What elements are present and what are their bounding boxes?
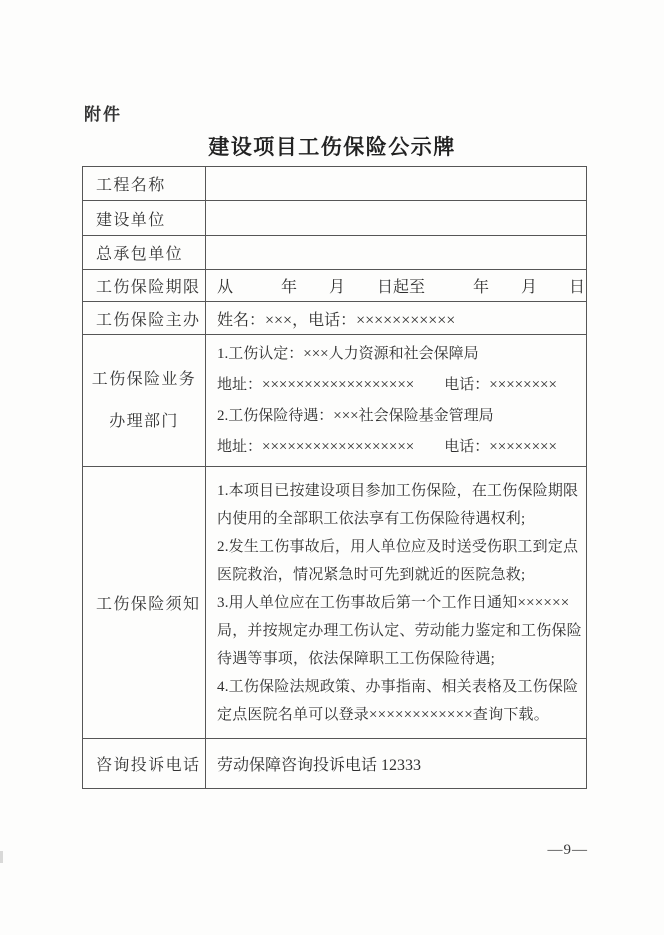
row-value-complaint-hotline: 劳动保障咨询投诉电话 12333: [206, 739, 587, 789]
row-value-project-name: [206, 167, 587, 201]
row-label-project-name: 工程名称: [83, 167, 206, 201]
row-value-insurance-notes: [206, 467, 587, 739]
row-label-complaint-hotline: 咨询投诉电话: [83, 739, 206, 789]
attachment-label: 附件: [84, 105, 122, 124]
row-label-construction-unit: 建设单位: [83, 201, 206, 236]
row-label-handling-departments: [83, 335, 206, 467]
row-label-general-contractor: 总承包单位: [83, 236, 206, 270]
notes-line-1: 1.本项目已按建设项目参加工伤保险，在工伤保险期限: [217, 482, 579, 499]
notes-line-3: 2.发生工伤事故后，用人单位应及时送受伤职工到定点: [217, 538, 579, 555]
insurance-notice-table: [82, 166, 587, 789]
scan-artifact: [0, 851, 3, 863]
notes-line-6: 局，并按规定办理工伤认定、劳动能力鉴定和工伤保险: [217, 622, 582, 639]
dept-line-address1: 地址：×××××××××××××××××× 电话：××××××××: [217, 376, 557, 393]
row-value-insurance-organizer: 姓名：×××，电话：×××××××××××: [206, 302, 587, 335]
table-row-handling-departments: [83, 335, 587, 467]
page-title: 建设项目工伤保险公示牌: [208, 135, 456, 159]
table-row-general-contractor: [83, 236, 587, 270]
table-row-insurance-notes: [83, 467, 587, 739]
table-row-insurance-period: [83, 270, 587, 302]
dept-line-injury-recognition: 1.工伤认定：×××人力资源和社会保障局: [217, 345, 479, 362]
table-row-project-name: [83, 167, 587, 201]
row-value-general-contractor: [206, 236, 587, 270]
row-value-construction-unit: [206, 201, 587, 236]
notes-line-7: 待遇等事项，依法保障职工工伤保险待遇;: [217, 650, 495, 667]
handling-departments-label-line1: 工伤保险业务: [91, 370, 197, 388]
dept-line-insurance-benefits: 2.工伤保险待遇：×××社会保险基金管理局: [217, 407, 494, 424]
dept-line-address2: 地址：×××××××××××××××××× 电话：××××××××: [217, 438, 557, 455]
row-value-handling-departments: [206, 335, 587, 467]
table-row-insurance-organizer: [83, 302, 587, 335]
table-row-complaint-hotline: [83, 739, 587, 789]
row-label-insurance-notes: 工伤保险须知: [83, 467, 206, 739]
row-label-insurance-period: 工伤保险期限: [83, 270, 206, 302]
notes-line-5: 3.用人单位应在工伤事故后第一个工作日通知××××××: [217, 594, 570, 611]
notes-line-4: 医院救治，情况紧急时可先到就近的医院急救;: [217, 566, 526, 583]
table-row-construction-unit: [83, 201, 587, 236]
page-number: —9—: [547, 842, 588, 858]
row-label-insurance-organizer: 工伤保险主办: [83, 302, 206, 335]
notes-line-9: 定点医院名单可以登录××××××××××××查询下载。: [217, 706, 549, 723]
handling-departments-label-line2: 办理部门: [109, 412, 179, 430]
notes-line-8: 4.工伤保险法规政策、办事指南、相关表格及工伤保险: [217, 678, 579, 695]
notes-line-2: 内使用的全部职工依法享有工伤保险待遇权利;: [217, 510, 526, 527]
row-value-insurance-period: 从 年 月 日起至 年 月 日: [206, 270, 587, 302]
